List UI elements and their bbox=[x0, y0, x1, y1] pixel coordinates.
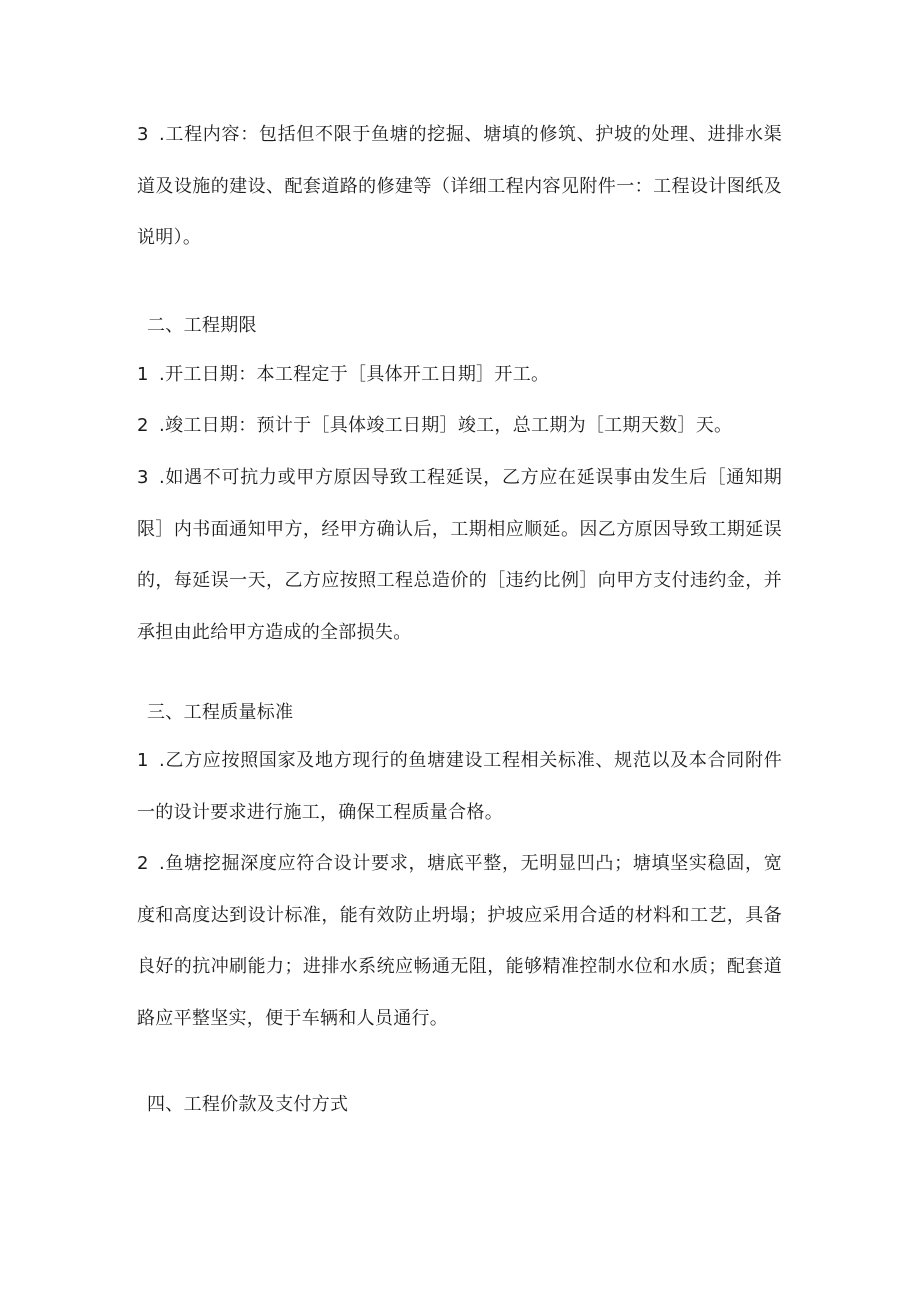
section-heading-duration: 二、工程期限 bbox=[147, 315, 257, 336]
clause-completion-date bbox=[137, 400, 782, 452]
clause-text: .工程内容：包括但不限于鱼塘的挖掘、塘填的修筑、护坡的处理、进排水渠道及设施的建设、配套道路的修建等（详细工程内容见附件一：工程设计图纸及说明）。 bbox=[137, 124, 782, 248]
clause-text: .乙方应按照国家及地方现行的鱼塘建设工程相关标准、规范以及本合同附件一的设计要求进行施工，确保工程质量合格。 bbox=[137, 750, 782, 823]
clause-project-content bbox=[137, 109, 782, 264]
section-heading-payment: 四、工程价款及支付方式 bbox=[147, 1094, 349, 1115]
clause-number: 2 bbox=[137, 415, 149, 436]
clause-start-date bbox=[137, 349, 782, 401]
clause-number: 1 bbox=[137, 750, 149, 771]
clause-delay bbox=[137, 452, 782, 658]
clause-number: 1 bbox=[137, 364, 149, 385]
clause-quality-standard bbox=[137, 735, 782, 838]
clause-text: .鱼塘挖掘深度应符合设计要求，塘底平整，无明显凹凸；塘填坚实稳固，宽度和高度达到设计标准，能有效防止坍塌；护坡应采用合适的材料和工艺，具备良好的抗冲刷能力；进排水系统应畅通无阻，能够精准控制水位和水质；配套道路应平整坚实，便于车辆和人员通行。 bbox=[137, 853, 782, 1029]
clause-quality-details bbox=[137, 838, 782, 1044]
clause-number: 2 bbox=[137, 853, 149, 874]
section-heading-quality: 三、工程质量标准 bbox=[147, 702, 294, 723]
clause-number: 3 bbox=[137, 124, 149, 145]
clause-text: .如遇不可抗力或甲方原因导致工程延误，乙方应在延误事由发生后［通知期限］内书面通知甲方，经甲方确认后，工期相应顺延。因乙方原因导致工期延误的，每延误一天，乙方应按照工程总造价的［违约比例］向甲方支付违约金，并承担由此给甲方造成的全部损失。 bbox=[137, 467, 782, 643]
clause-text: .开工日期：本工程定于［具体开工日期］开工。 bbox=[159, 364, 550, 385]
clause-number: 3 bbox=[137, 467, 149, 488]
clause-text: .竣工日期：预计于［具体竣工日期］竣工，总工期为［工期天数］天。 bbox=[159, 415, 733, 436]
